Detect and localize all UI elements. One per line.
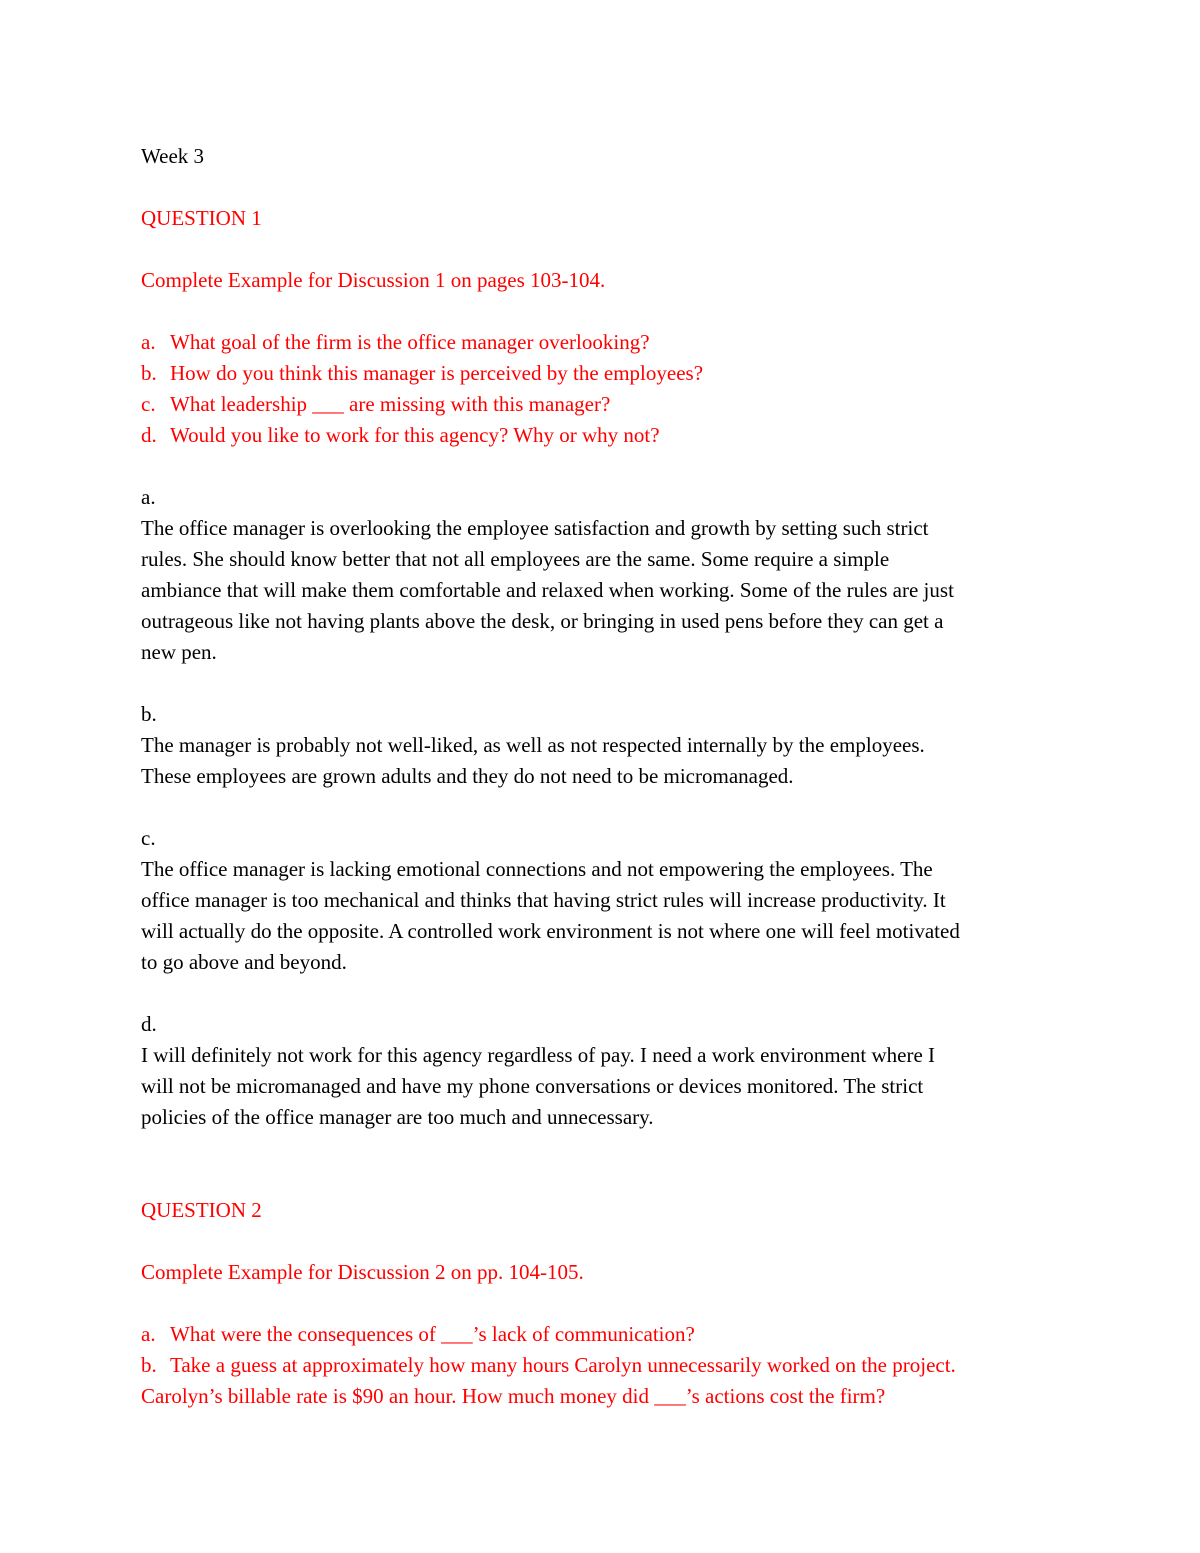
- list-item-text: What goal of the firm is the office manager overlooking?: [170, 330, 650, 354]
- answer-line: I will definitely not work for this agency regardless of pay. I need a work environment where I: [141, 1043, 936, 1067]
- document-page: [141, 141, 1071, 1412]
- answer-line: new pen.: [141, 640, 217, 664]
- week-title: Week 3: [141, 144, 205, 168]
- spacer: [141, 1164, 1071, 1195]
- list-marker: d.: [141, 423, 157, 447]
- question-1-prompt: Complete Example for Discussion 1 on pages 103-104.: [141, 268, 606, 292]
- answer-a: [141, 482, 1071, 668]
- question-1-list: [141, 327, 1071, 451]
- list-item: [141, 358, 1071, 389]
- spacer: [141, 296, 1071, 327]
- answer-line: to go above and beyond.: [141, 950, 347, 974]
- spacer: [141, 234, 1071, 265]
- list-item: [141, 1319, 1071, 1350]
- spacer: [141, 1226, 1071, 1257]
- answer-line: will actually do the opposite. A controlled work environment is not where one will feel motivated: [141, 919, 960, 943]
- answer-label: d.: [141, 1012, 157, 1036]
- answer-line: outrageous like not having plants above the desk, or bringing in used pens before they can get a: [141, 609, 944, 633]
- list-item: [141, 327, 1071, 358]
- answer-line: policies of the office manager are too much and unnecessary.: [141, 1105, 654, 1129]
- list-marker: a.: [141, 1322, 156, 1346]
- list-item-text: What were the consequences of ___’s lack of communication?: [170, 1322, 695, 1346]
- spacer: [141, 1133, 1071, 1164]
- spacer: [141, 1288, 1071, 1319]
- spacer: [141, 792, 1071, 823]
- list-marker: b.: [141, 1353, 157, 1377]
- answer-label: a.: [141, 485, 156, 509]
- answer-c: [141, 823, 1071, 978]
- list-item-text: What leadership ___ are missing with this manager?: [170, 392, 611, 416]
- list-marker: b.: [141, 361, 157, 385]
- list-item: [141, 1350, 1071, 1381]
- list-item-text: How do you think this manager is perceived by the employees?: [170, 361, 704, 385]
- spacer: [141, 668, 1071, 699]
- answer-line: The manager is probably not well-liked, as well as not respected internally by the employees.: [141, 733, 925, 757]
- spacer: [141, 451, 1071, 482]
- list-item-text: Take a guess at approximately how many hours Carolyn unnecessarily worked on the project.: [170, 1353, 956, 1377]
- answer-line: ambiance that will make them comfortable and relaxed when working. Some of the rules are just: [141, 578, 954, 602]
- spacer: [141, 172, 1071, 203]
- question-2-heading: QUESTION 2: [141, 1198, 262, 1222]
- list-item: [141, 420, 1071, 451]
- spacer: [141, 978, 1071, 1009]
- question-2-prompt: Complete Example for Discussion 2 on pp. 104-105.: [141, 1260, 584, 1284]
- answer-b: [141, 699, 1071, 792]
- list-marker: c.: [141, 392, 156, 416]
- answer-line: The office manager is overlooking the employee satisfaction and growth by setting such strict: [141, 516, 929, 540]
- question-1-heading: QUESTION 1: [141, 206, 262, 230]
- answer-d: [141, 1009, 1071, 1133]
- list-item: [141, 389, 1071, 420]
- answer-line: will not be micromanaged and have my phone conversations or devices monitored. The strict: [141, 1074, 924, 1098]
- list-marker: a.: [141, 330, 156, 354]
- answer-line: The office manager is lacking emotional connections and not empowering the employees. The: [141, 857, 933, 881]
- answer-label: b.: [141, 702, 157, 726]
- answer-line: office manager is too mechanical and thinks that having strict rules will increase productivity. It: [141, 888, 946, 912]
- list-item-continuation: Carolyn’s billable rate is $90 an hour. How much money did ___’s actions cost the firm?: [141, 1384, 886, 1408]
- answer-line: These employees are grown adults and they do not need to be micromanaged.: [141, 764, 794, 788]
- answer-label: c.: [141, 826, 156, 850]
- list-item-text: Would you like to work for this agency? Why or why not?: [170, 423, 660, 447]
- answer-line: rules. She should know better that not all employees are the same. Some require a simple: [141, 547, 890, 571]
- question-2-list: [141, 1319, 1071, 1412]
